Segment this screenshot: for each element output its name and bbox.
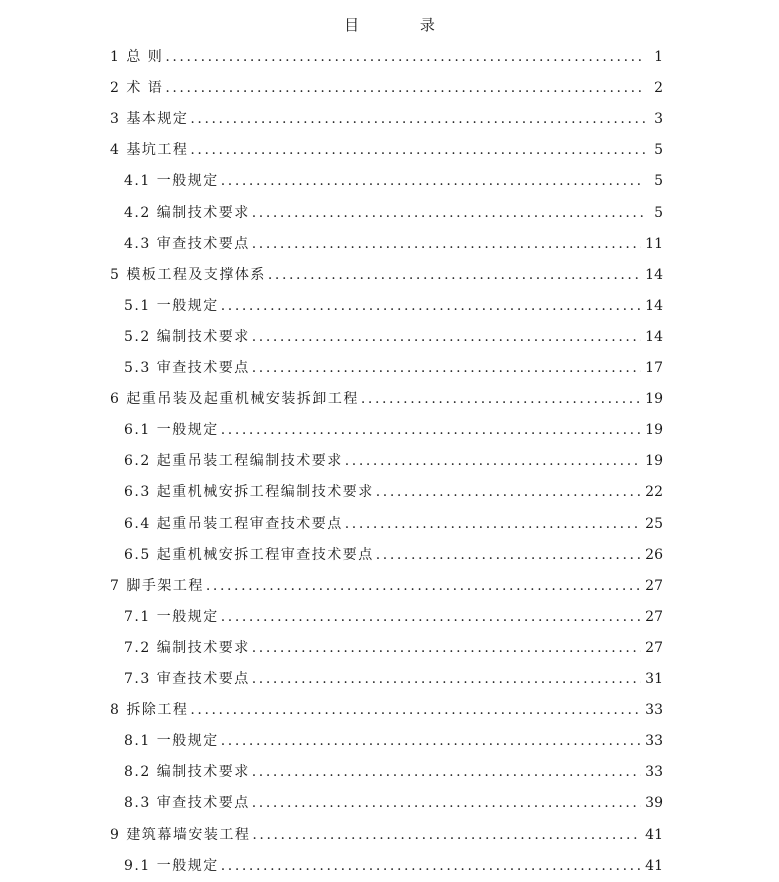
toc-entry-label: 5.2 编制技术要求 <box>124 328 250 345</box>
toc-entry-page-number: 1 <box>654 49 663 65</box>
toc-entry-page-number: 33 <box>645 764 663 781</box>
toc-entry-page-number: 5 <box>654 204 663 221</box>
toc-entry-page-number: 39 <box>645 795 663 812</box>
toc-entry-label: 4.2 编制技术要求 <box>124 204 250 221</box>
toc-entry[interactable] <box>124 851 663 882</box>
toc-entry[interactable] <box>110 260 663 291</box>
toc-dot-leader <box>252 820 641 851</box>
toc-dot-leader <box>221 726 641 757</box>
toc-entry-label: 6.3 起重机械安拆工程编制技术要求 <box>124 484 374 501</box>
toc-entry[interactable] <box>124 726 663 757</box>
toc-title: 目 录 <box>344 16 463 34</box>
toc-dot-leader <box>221 166 645 197</box>
toc-entry-page-number: 25 <box>645 515 663 532</box>
toc-entry[interactable] <box>124 415 663 446</box>
toc-entry-page-number: 14 <box>645 266 663 283</box>
toc-entry-page-number: 26 <box>645 546 663 563</box>
toc-dot-leader <box>190 135 645 166</box>
toc-entry-label: 1 总 则 <box>110 49 164 65</box>
toc-entry-label: 4.1 一般规定 <box>124 173 219 190</box>
toc-entry-label: 9.1 一般规定 <box>124 857 219 874</box>
toc-dot-leader <box>252 198 645 229</box>
toc-dot-leader <box>268 260 641 291</box>
toc-entry-label: 8.3 审查技术要点 <box>124 795 250 812</box>
toc-entry[interactable] <box>124 291 663 322</box>
toc-dot-leader <box>221 851 641 882</box>
toc-dot-leader <box>190 695 641 726</box>
toc-entry-page-number: 22 <box>645 484 663 501</box>
toc-entry-label: 8.2 编制技术要求 <box>124 764 250 781</box>
toc-entry-page-number: 5 <box>654 142 663 159</box>
toc-entry-page-number: 5 <box>654 173 663 190</box>
toc-entry[interactable] <box>110 42 663 73</box>
toc-entry-page-number: 41 <box>645 857 663 874</box>
toc-entry-label: 7.1 一般规定 <box>124 608 219 625</box>
toc-dot-leader <box>221 415 641 446</box>
toc-entry-label: 6.5 起重机械安拆工程审查技术要点 <box>124 546 374 563</box>
toc-entry[interactable] <box>124 540 663 571</box>
toc-entry-page-number: 14 <box>645 297 663 314</box>
toc-dot-leader <box>206 571 641 602</box>
toc-dot-leader <box>376 540 641 571</box>
toc-entry-label: 8.1 一般规定 <box>124 733 219 750</box>
toc-entry-label: 7.2 编制技术要求 <box>124 639 250 656</box>
toc-dot-leader <box>165 42 645 73</box>
toc-entry[interactable] <box>124 198 663 229</box>
toc-entry-label: 4 基坑工程 <box>110 142 189 159</box>
toc-entry-page-number: 27 <box>645 639 663 656</box>
toc-entry-page-number: 11 <box>645 235 663 252</box>
toc-entry[interactable] <box>124 353 663 384</box>
toc-entry-label: 7.3 审查技术要点 <box>124 671 250 687</box>
toc-entry-label: 9 建筑幕墙安装工程 <box>110 826 251 843</box>
toc-dot-leader <box>345 446 641 477</box>
toc-entry-label: 6.1 一般规定 <box>124 422 219 439</box>
toc-entry[interactable] <box>110 820 663 851</box>
toc-entry-label: 3 基本规定 <box>110 111 189 128</box>
toc-entry-page-number: 19 <box>645 453 663 470</box>
toc-dot-leader <box>376 477 641 508</box>
toc-entry-page-number: 2 <box>654 80 663 97</box>
toc-entry[interactable] <box>124 757 663 788</box>
toc-entry[interactable] <box>110 384 663 415</box>
toc-entry[interactable] <box>124 602 663 633</box>
toc-entry-label: 6 起重吊装及起重机械安装拆卸工程 <box>110 391 359 408</box>
toc-dot-leader <box>165 73 645 104</box>
toc-entry[interactable] <box>110 135 663 166</box>
toc-entry[interactable] <box>124 788 663 819</box>
toc-entry[interactable] <box>124 664 663 695</box>
toc-dot-leader <box>252 664 641 695</box>
toc-entry-label: 8 拆除工程 <box>110 702 189 719</box>
toc-entry[interactable] <box>124 166 663 197</box>
toc-entry[interactable] <box>110 695 663 726</box>
toc-dot-leader <box>252 322 641 353</box>
toc-dot-leader <box>361 384 641 415</box>
toc-entry-page-number: 41 <box>645 826 663 843</box>
toc-entry-page-number: 17 <box>645 360 663 376</box>
toc-entry[interactable] <box>124 322 663 353</box>
toc-entry[interactable] <box>110 104 663 135</box>
toc-dot-leader <box>252 633 641 664</box>
toc-entry-label: 6.4 起重吊装工程审查技术要点 <box>124 515 343 532</box>
toc-entry[interactable] <box>124 446 663 477</box>
toc-dot-leader <box>252 229 641 260</box>
toc-entry-page-number: 19 <box>645 391 663 408</box>
toc-entry-page-number: 3 <box>654 111 663 128</box>
toc-entry-label: 4.3 审查技术要点 <box>124 235 250 252</box>
toc-entry-label: 2 术 语 <box>110 80 164 97</box>
toc-dot-leader <box>252 757 641 788</box>
toc-dot-leader <box>252 353 641 384</box>
toc-entry-page-number: 27 <box>645 577 663 594</box>
toc-dot-leader <box>252 788 641 819</box>
toc-dot-leader <box>190 104 645 135</box>
toc-dot-leader <box>345 509 641 540</box>
toc-entry-page-number: 33 <box>645 733 663 750</box>
toc-entry-page-number: 33 <box>645 702 663 719</box>
toc-entry-page-number: 31 <box>645 671 663 687</box>
toc-entry-label: 5.3 审查技术要点 <box>124 360 250 376</box>
toc-entry[interactable] <box>124 477 663 508</box>
toc-entry-page-number: 19 <box>645 422 663 439</box>
toc-entry-page-number: 27 <box>645 608 663 625</box>
toc-entry-label: 6.2 起重吊装工程编制技术要求 <box>124 453 343 470</box>
toc-entry[interactable] <box>110 73 663 104</box>
toc-entry[interactable] <box>124 633 663 664</box>
toc-entry-page-number: 14 <box>645 328 663 345</box>
toc-entry[interactable] <box>110 571 663 602</box>
toc-entry[interactable] <box>124 229 663 260</box>
toc-entry-label: 7 脚手架工程 <box>110 577 204 594</box>
toc-entry-label: 5 模板工程及支撑体系 <box>110 266 266 283</box>
toc-entry-label: 5.1 一般规定 <box>124 297 219 314</box>
toc-dot-leader <box>221 602 641 633</box>
toc-entry[interactable] <box>124 509 663 540</box>
toc-dot-leader <box>221 291 641 322</box>
